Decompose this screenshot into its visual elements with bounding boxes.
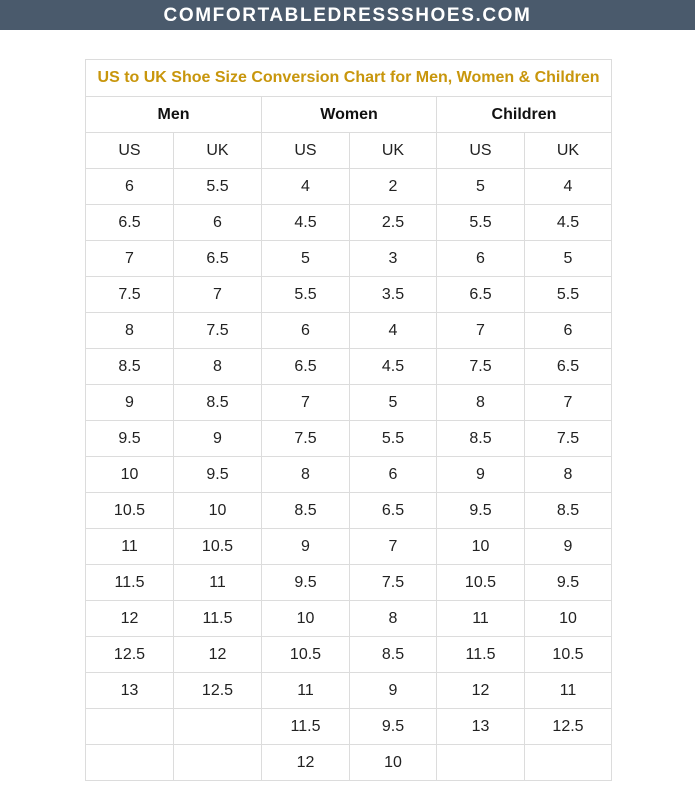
cell-men-uk: 8 <box>174 349 262 385</box>
table-row <box>86 205 612 241</box>
cell-children-uk: 6.5 <box>525 349 612 385</box>
table-row <box>86 277 612 313</box>
table-row <box>86 601 612 637</box>
cell-women-uk: 5 <box>350 385 437 421</box>
cell-women-uk: 3 <box>350 241 437 277</box>
cell-children-uk: 10.5 <box>525 637 612 673</box>
cell-men-uk: 10.5 <box>174 529 262 565</box>
cell-women-us: 6.5 <box>262 349 350 385</box>
cell-women-us: 4 <box>262 169 350 205</box>
cell-children-us: 6 <box>437 241 525 277</box>
cell-men-uk: 7 <box>174 277 262 313</box>
cell-children-us: 5 <box>437 169 525 205</box>
table-row <box>86 529 612 565</box>
cell-women-uk: 6 <box>350 457 437 493</box>
cell-men-us: 10 <box>86 457 174 493</box>
cell-men-us: 8 <box>86 313 174 349</box>
table-row <box>86 421 612 457</box>
cell-children-uk <box>525 745 612 781</box>
cell-children-us: 9.5 <box>437 493 525 529</box>
cell-children-uk: 8 <box>525 457 612 493</box>
cell-women-us: 10.5 <box>262 637 350 673</box>
cell-children-us: 10 <box>437 529 525 565</box>
cell-children-us: 10.5 <box>437 565 525 601</box>
cell-women-uk: 8 <box>350 601 437 637</box>
cell-children-us: 11 <box>437 601 525 637</box>
site-banner: COMFORTABLEDRESSSHOES.COM <box>0 0 695 30</box>
cell-women-uk: 7.5 <box>350 565 437 601</box>
cell-women-uk: 5.5 <box>350 421 437 457</box>
cell-children-uk: 9 <box>525 529 612 565</box>
cell-men-us: 12.5 <box>86 637 174 673</box>
subheader-women-us: US <box>262 133 350 169</box>
cell-women-us: 9.5 <box>262 565 350 601</box>
cell-children-us: 6.5 <box>437 277 525 313</box>
group-header-men: Men <box>86 97 262 133</box>
cell-women-us: 5 <box>262 241 350 277</box>
table-row <box>86 637 612 673</box>
cell-men-us <box>86 709 174 745</box>
cell-women-uk: 9 <box>350 673 437 709</box>
cell-women-uk: 9.5 <box>350 709 437 745</box>
cell-women-us: 12 <box>262 745 350 781</box>
subheader-children-uk: UK <box>525 133 612 169</box>
cell-children-us: 7 <box>437 313 525 349</box>
cell-women-us: 5.5 <box>262 277 350 313</box>
cell-children-us: 13 <box>437 709 525 745</box>
cell-children-uk: 10 <box>525 601 612 637</box>
cell-children-uk: 5.5 <box>525 277 612 313</box>
table-row <box>86 169 612 205</box>
cell-women-us: 8.5 <box>262 493 350 529</box>
table-row <box>86 565 612 601</box>
cell-women-us: 4.5 <box>262 205 350 241</box>
cell-men-us: 6.5 <box>86 205 174 241</box>
cell-children-us: 12 <box>437 673 525 709</box>
cell-men-us: 10.5 <box>86 493 174 529</box>
cell-children-uk: 9.5 <box>525 565 612 601</box>
table-row <box>86 241 612 277</box>
table-row <box>86 745 612 781</box>
subheader-men-uk: UK <box>174 133 262 169</box>
cell-women-us: 7.5 <box>262 421 350 457</box>
cell-men-uk: 6 <box>174 205 262 241</box>
table-row <box>86 313 612 349</box>
cell-men-us <box>86 745 174 781</box>
cell-women-uk: 3.5 <box>350 277 437 313</box>
cell-men-uk: 12.5 <box>174 673 262 709</box>
cell-women-us: 9 <box>262 529 350 565</box>
cell-men-uk <box>174 745 262 781</box>
cell-men-us: 11 <box>86 529 174 565</box>
chart-title: US to UK Shoe Size Conversion Chart for Men, Women & Children <box>86 60 612 97</box>
cell-women-us: 10 <box>262 601 350 637</box>
cell-children-uk: 4.5 <box>525 205 612 241</box>
cell-men-uk: 7.5 <box>174 313 262 349</box>
cell-children-us: 7.5 <box>437 349 525 385</box>
table-body <box>86 169 612 781</box>
cell-men-us: 7 <box>86 241 174 277</box>
subheader-women-uk: UK <box>350 133 437 169</box>
cell-women-us: 8 <box>262 457 350 493</box>
cell-women-us: 6 <box>262 313 350 349</box>
table-row <box>86 709 612 745</box>
cell-men-us: 6 <box>86 169 174 205</box>
cell-men-us: 11.5 <box>86 565 174 601</box>
cell-children-us: 11.5 <box>437 637 525 673</box>
cell-women-uk: 4 <box>350 313 437 349</box>
cell-men-us: 8.5 <box>86 349 174 385</box>
cell-children-us: 5.5 <box>437 205 525 241</box>
table-row <box>86 673 612 709</box>
size-chart <box>85 59 611 781</box>
table-row <box>86 493 612 529</box>
group-header-children: Children <box>437 97 612 133</box>
cell-men-uk: 9 <box>174 421 262 457</box>
cell-children-us: 8 <box>437 385 525 421</box>
cell-women-us: 11 <box>262 673 350 709</box>
cell-men-us: 12 <box>86 601 174 637</box>
cell-children-uk: 7 <box>525 385 612 421</box>
cell-children-uk: 6 <box>525 313 612 349</box>
cell-women-us: 11.5 <box>262 709 350 745</box>
subheader-men-us: US <box>86 133 174 169</box>
cell-women-us: 7 <box>262 385 350 421</box>
cell-men-uk <box>174 709 262 745</box>
table-row <box>86 349 612 385</box>
table-row <box>86 385 612 421</box>
cell-men-uk: 12 <box>174 637 262 673</box>
cell-men-uk: 6.5 <box>174 241 262 277</box>
cell-men-uk: 9.5 <box>174 457 262 493</box>
cell-men-uk: 11 <box>174 565 262 601</box>
cell-men-us: 7.5 <box>86 277 174 313</box>
cell-men-uk: 11.5 <box>174 601 262 637</box>
table-row <box>86 457 612 493</box>
cell-women-uk: 10 <box>350 745 437 781</box>
cell-men-uk: 8.5 <box>174 385 262 421</box>
cell-children-us <box>437 745 525 781</box>
cell-men-us: 9 <box>86 385 174 421</box>
cell-children-uk: 5 <box>525 241 612 277</box>
cell-children-uk: 8.5 <box>525 493 612 529</box>
cell-women-uk: 2 <box>350 169 437 205</box>
cell-children-us: 9 <box>437 457 525 493</box>
cell-women-uk: 4.5 <box>350 349 437 385</box>
cell-men-us: 9.5 <box>86 421 174 457</box>
cell-women-uk: 8.5 <box>350 637 437 673</box>
cell-men-uk: 10 <box>174 493 262 529</box>
cell-children-uk: 12.5 <box>525 709 612 745</box>
subheader-children-us: US <box>437 133 525 169</box>
cell-children-uk: 11 <box>525 673 612 709</box>
size-conversion-table <box>85 59 612 781</box>
cell-women-uk: 6.5 <box>350 493 437 529</box>
cell-women-uk: 2.5 <box>350 205 437 241</box>
group-header-women: Women <box>262 97 437 133</box>
cell-children-us: 8.5 <box>437 421 525 457</box>
cell-men-us: 13 <box>86 673 174 709</box>
cell-women-uk: 7 <box>350 529 437 565</box>
cell-children-uk: 7.5 <box>525 421 612 457</box>
cell-children-uk: 4 <box>525 169 612 205</box>
cell-men-uk: 5.5 <box>174 169 262 205</box>
